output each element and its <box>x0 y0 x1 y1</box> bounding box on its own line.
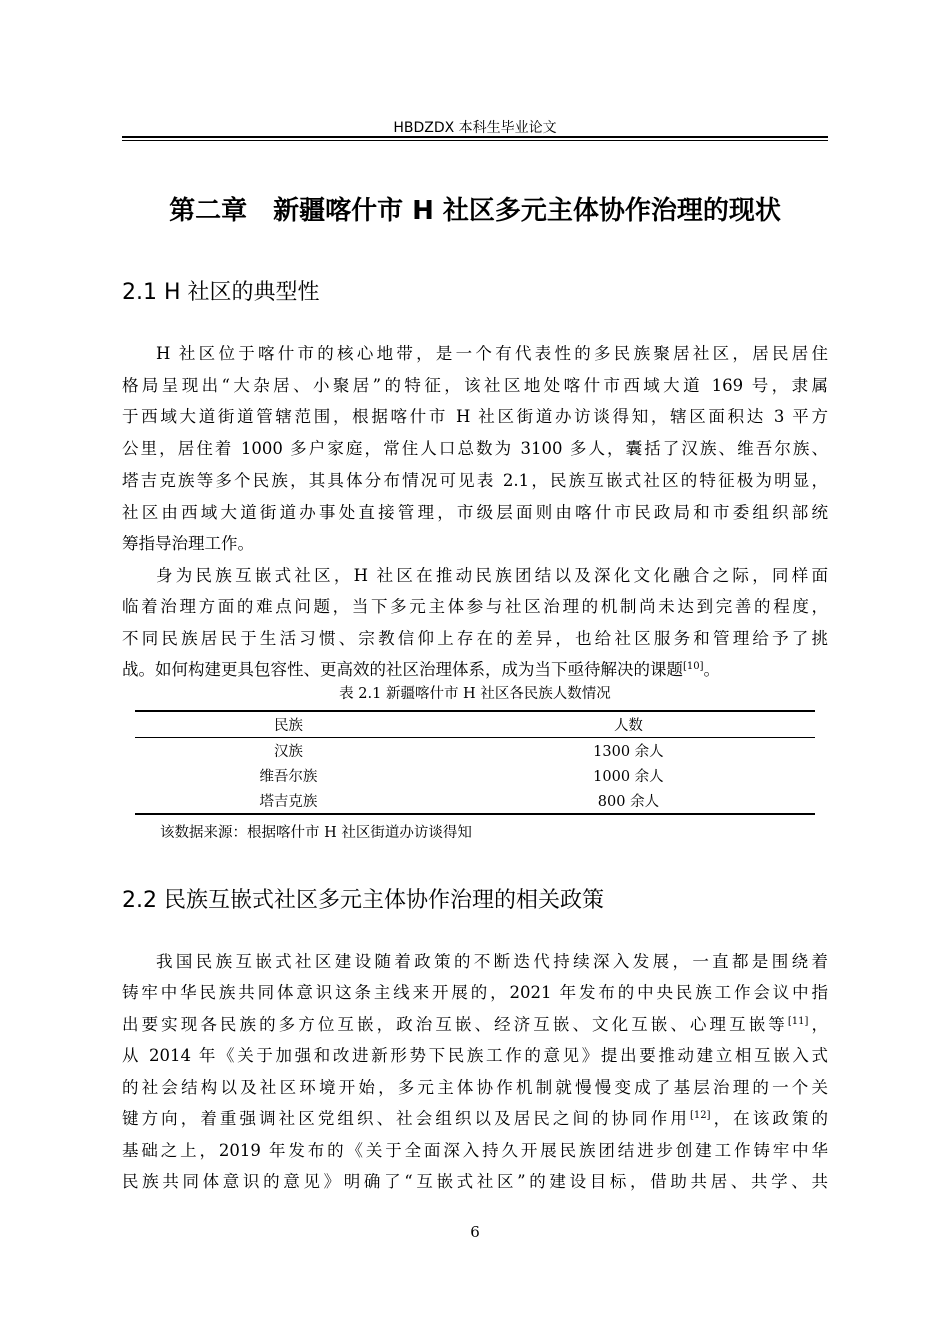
paragraph-line: 的社会结构以及社区环境开始，多元主体协作机制就慢慢变成了基层治理的一个关 <box>122 1078 828 1097</box>
column-header: 民族 <box>135 711 442 738</box>
running-header: HBDZDX 本科生毕业论文 <box>393 120 557 136</box>
chapter-title: 第二章 新疆喀什市 H 社区多元主体协作治理的现状 <box>169 196 781 226</box>
header-rule <box>122 136 828 138</box>
paragraph-line <box>122 1014 828 1036</box>
table-row <box>135 738 815 764</box>
paragraph-line <box>122 659 828 681</box>
header-rule-thin <box>122 140 828 141</box>
page-number: 6 <box>470 1223 480 1241</box>
table-caption: 表 2.1 新疆喀什市 H 社区各民族人数情况 <box>339 686 611 702</box>
ethnic-population-table <box>135 710 815 815</box>
table-cell: 800 余人 <box>442 788 815 814</box>
section-heading-2-2: 2.2 民族互嵌式社区多元主体协作治理的相关政策 <box>122 888 604 913</box>
column-header: 人数 <box>442 711 815 738</box>
section-heading-2-1: 2.1 H 社区的典型性 <box>122 280 320 305</box>
paragraph-line: 公里，居住着 1000 多户家庭，常住人口总数为 3100 多人，囊括了汉族、维吾尔族、 <box>122 439 828 458</box>
text: ， <box>808 1015 829 1034</box>
table-cell: 1000 余人 <box>593 769 664 785</box>
text: 键方向，着重强调社区党组织、社会组织以及居民之间的协同作用 <box>122 1109 690 1128</box>
table-cell: 汉族 <box>273 744 303 760</box>
citation-11: [11] <box>787 1016 809 1027</box>
citation-12: [12] <box>689 1110 711 1121</box>
text: 。 <box>703 660 721 679</box>
paragraph-line: 铸牢中华民族共同体意识这条主线来开展的，2021 年发布的中央民族工作会议中指 <box>122 983 828 1002</box>
table-cell: 维吾尔族 <box>259 769 318 785</box>
table-source-note: 该数据来源：根据喀什市 H 社区街道办访谈得知 <box>160 825 472 841</box>
paragraph-line: 格局呈现出“大杂居、小聚居”的特征，该社区地处喀什市西域大道 169 号，隶属 <box>122 376 828 395</box>
paragraph-line: 民族共同体意识的意见》明确了“互嵌式社区”的建设目标，借助共居、共学、共 <box>122 1172 828 1191</box>
paragraph-line: 临着治理方面的难点问题，当下多元主体参与社区治理的机制尚未达到完善的程度， <box>122 597 828 616</box>
table-row <box>135 763 815 788</box>
paragraph-line: 塔吉克族等多个民族，其具体分布情况可见表 2.1，民族互嵌式社区的特征极为明显， <box>122 471 828 490</box>
table-cell: 塔吉克族 <box>135 788 442 814</box>
table-cell: 1300 余人 <box>593 744 664 760</box>
paragraph-line: H 社区位于喀什市的核心地带，是一个有代表性的多民族聚居社区，居民居住 <box>156 344 828 363</box>
table-row <box>135 788 815 814</box>
paragraph-line <box>122 1108 828 1130</box>
citation-10: [10] <box>683 661 704 672</box>
paragraph-line: 从 2014 年《关于加强和改进新形势下民族工作的意见》提出要推动建立相互嵌入式 <box>122 1046 828 1065</box>
text: ，在该政策的 <box>710 1109 829 1128</box>
paragraph-line: 身为民族互嵌式社区，H 社区在推动民族团结以及深化文化融合之际，同样面 <box>156 566 828 585</box>
paragraph-line: 基础之上，2019 年发布的《关于全面深入持久开展民族团结进步创建工作铸牢中华 <box>122 1141 828 1160</box>
paragraph-line: 于西域大道街道管辖范围，根据喀什市 H 社区街道办访谈得知，辖区面积达 3 平方 <box>122 407 828 426</box>
table-header-row <box>135 711 815 738</box>
text: 战。如何构建更具包容性、更高效的社区治理体系，成为当下亟待解决的课题 <box>122 660 683 679</box>
paragraph-line: 不同民族居民于生活习惯、宗教信仰上存在的差异，也给社区服务和管理给予了挑 <box>122 629 828 648</box>
paragraph-line: 社区由西域大道街道办事处直接管理，市级层面则由喀什市民政局和市委组织部统 <box>122 503 828 522</box>
paragraph-line: 我国民族互嵌式社区建设随着政策的不断迭代持续深入发展，一直都是围绕着 <box>156 952 828 971</box>
paragraph-line: 筹指导治理工作。 <box>122 534 254 553</box>
text: 出要实现各民族的多方位互嵌，政治互嵌、经济互嵌、文化互嵌、心理互嵌等 <box>122 1015 788 1034</box>
